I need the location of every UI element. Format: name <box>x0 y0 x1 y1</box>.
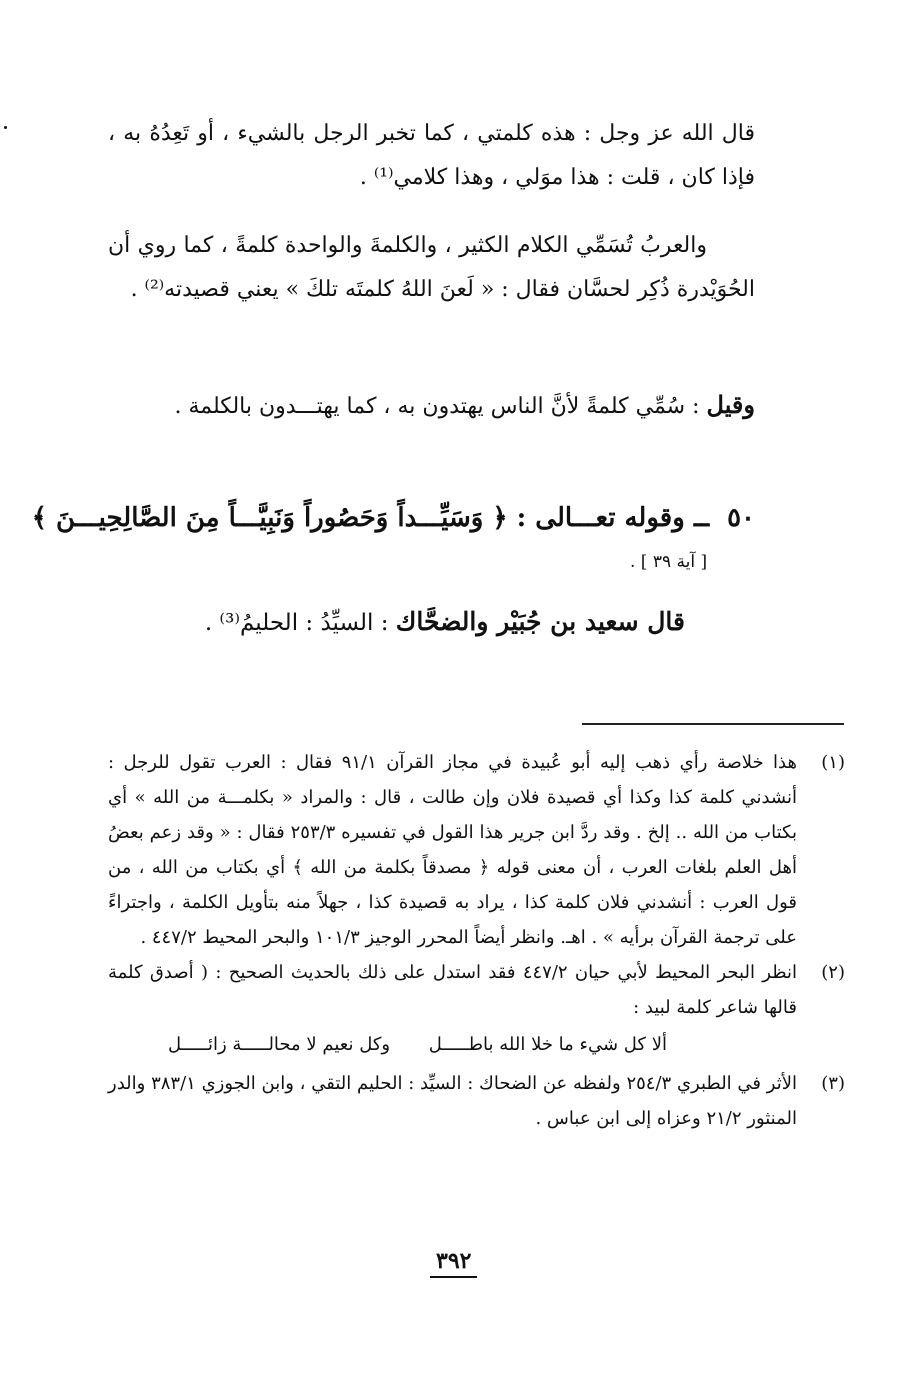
paragraph-2: والعربُ تُسَمِّي الكلام الكثير ، والكلمةَ والواحدة كلمةً ، كما روي أن الحُوَيْدرة ذُكِر لحسَّان فقال : « لَعنَ اللهُ كلمتَه تلكَ » يعني قصيدته⁽²⁾ . <box>108 233 755 302</box>
footnote-3 <box>108 1066 845 1136</box>
paragraph-3-lead: وقيل <box>706 390 755 419</box>
footnote-body <box>108 955 797 1066</box>
verse-heading <box>31 494 755 542</box>
footnote-text: الأثر في الطبري ٢٥٤/٣ ولفظه عن الضحاك : السيِّد : الحليم التقي ، وابن الجوزي ٣٨٣/١ والدر المنثور ٢١/٢ وعزاه إلى ابن عباس . <box>108 1073 797 1129</box>
paragraph-3 <box>108 383 755 429</box>
margin-dot <box>4 126 7 129</box>
poem-verse <box>108 1027 797 1062</box>
footnote-text: هذا خلاصة رأي ذهب إليه أبو عُبيدة في مجاز القرآن ٩١/١ فقال : العرب تقول للرجل : أنشدني كلمة كذا وكذا أي قصيدة فلان وإن طالت ، قال : والمراد « بكلمـــة من الله » أي بكتاب من الله .. إلخ . وقد ردَّ ابن جرير هذا القول في تفسيره ٢٥٣/٣ فقال : « وقد زعم بعضُ أهل العلم بلغات العرب ، أن معنى قوله ﴿ مصدقاً بكلمة من الله ﴾ أي بكتاب من الله ، من قول العرب : أنشدني فلان كلمة كذا ، يراد به قصيدة كذا ، جهلاً منه بتأويل الكلمة ، واجتراءً على ترجمة القرآن برأيه » . اهـ. وانظر أيضاً المحرر الوجيز ١٠١/٣ والبحر المحيط ٤٤٧/٢ . <box>108 752 798 948</box>
footnote-separator <box>582 723 844 725</box>
verse-reference: [ آية ٣٩ ] . <box>630 552 708 572</box>
verse-text: ــ وقوله تعـــالى : ﴿ وَسَيِّـــداً وَحَصُوراً وَنَبِيَّـــاً مِنَ الصَّالِحِيـــنَ ﴾ <box>31 503 710 533</box>
footnote-number: (٢) <box>821 962 845 983</box>
poem-first-hemistich: ألا كل شيء ما خلا الله باطـــــل <box>428 1034 667 1055</box>
commentary-text: : السيِّدُ : الحليمُ⁽³⁾ . <box>204 610 396 636</box>
footnote-text: انظر البحر المحيط لأبي حيان ٤٤٧/٢ فقد استدل على ذلك بالحديث الصحيح : ( أصدق كلمة قالها شاعر كلمة لبيد : <box>108 962 797 1018</box>
page-number: ٣٩٢ <box>430 1246 477 1278</box>
poem-second-hemistich: وكل نعيم لا محالـــــة زائـــــل <box>168 1034 391 1055</box>
footnotes <box>108 745 845 1136</box>
footnote-1 <box>108 745 845 955</box>
commentary-line <box>205 598 685 647</box>
paragraph-1: قال الله عز وجل : هذه كلمتي ، كما تخبر الرجل بالشيء ، أو تَعِدُهُ به ، فإذا كان ، قلت : هذا موَلي ، وهذا كلامي⁽¹⁾ . <box>108 121 755 190</box>
verse-number: ٥٠ <box>727 503 755 533</box>
paragraph-3-text: : سُمِّي كلمةً لأنَّ الناس يهتدون به ، كما يهتـــدون بالكلمة . <box>174 394 707 419</box>
footnote-number: (٣) <box>821 1073 845 1094</box>
footnote-2 <box>108 955 845 1066</box>
commentary-attribution: قال سعيد بن جُبَيْر والضحَّاك <box>395 607 685 636</box>
footnote-number: (١) <box>821 752 845 773</box>
